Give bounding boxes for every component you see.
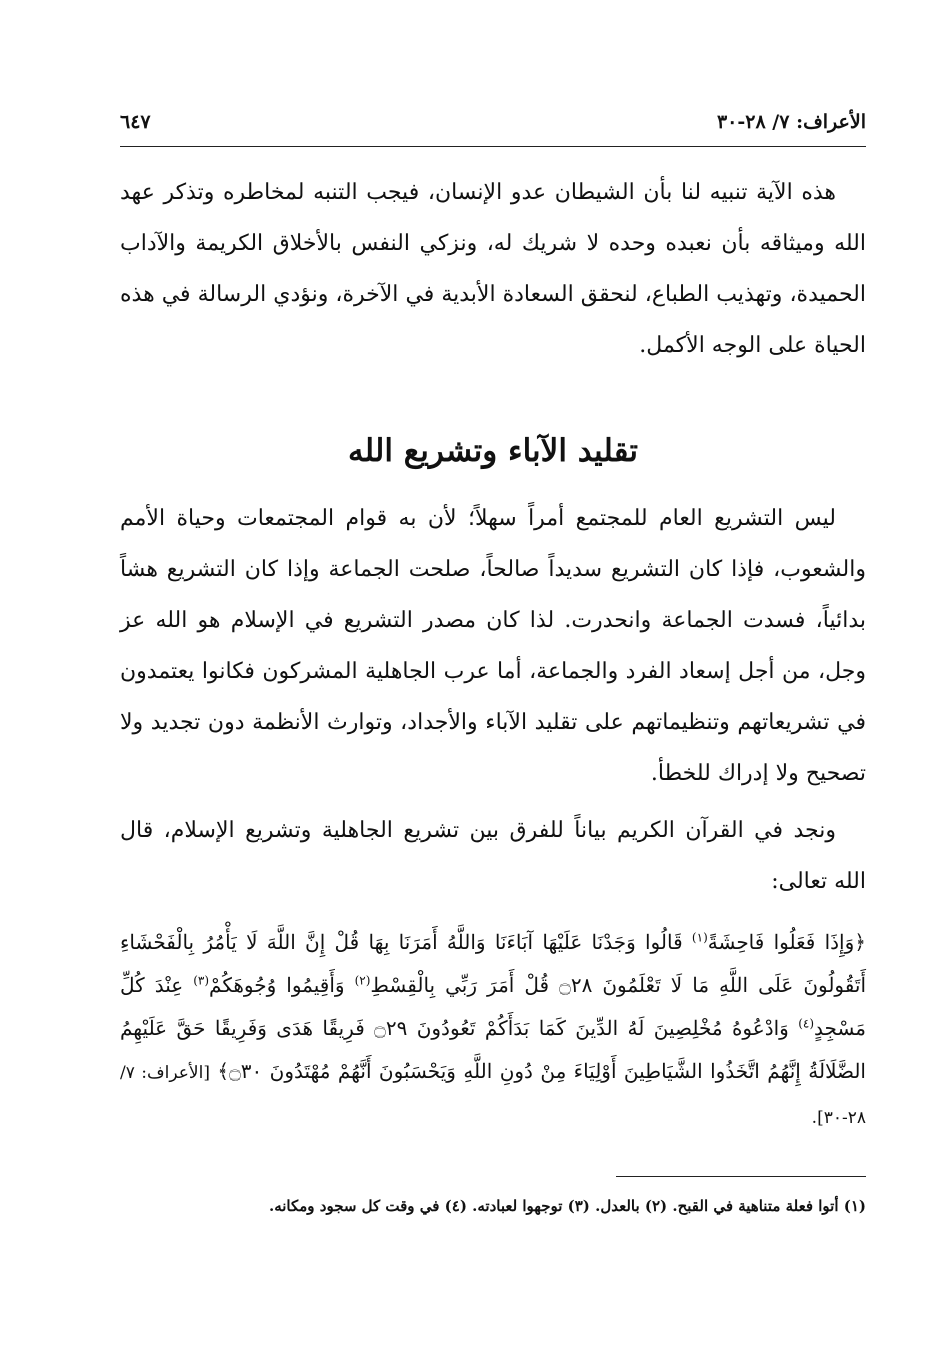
footnote-divider <box>616 1176 866 1177</box>
footnote-marker-1: (١) <box>691 930 708 945</box>
verse-segment-2: قَالُوا وَجَدْنَا عَلَيْهَا آبَاءَنَا وَاللَّهُ أَمَرَنَا بِهَا قُلْ إِنَّ اللَّهَ لَا يَأْمُرُ بِالْفَحْشَاءِ أَتَقُولُونَ عَلَى اللَّهِ مَا لَا تَعْلَمُونَ ۝٢٨ قُلْ أَمَرَ رَبِّي بِالْقِسْطِ <box>120 930 866 997</box>
footnotes: (١) أتوا فعلة متناهية في القبح. (٢) بالعدل. (٣) توجهوا لعبادته. (٤) في وقت كل سجود ومكانه. <box>268 1197 866 1215</box>
verse-reference: [الأعراف: ٧/ ٢٨-٣٠]. <box>120 1063 866 1128</box>
book-page <box>120 100 866 1234</box>
verse-segment-1: وَإِذَا فَعَلُوا فَاحِشَةً <box>707 930 855 954</box>
intro-paragraph: هذه الآية تنبيه لنا بأن الشيطان عدو الإنسان، فيجب التنبه لمخاطره وتذكر عهد الله وميثاقه بأن نعبده وحده لا شريك له، ونزكي النفس بالأخلاق الكريمة والآداب الحميدة، وتهذيب الطباع، لنحقق السعادة الأبدية في الآخرة، ونؤدي الرسالة في هذه الحياة على الوجه الأكمل. <box>120 180 866 358</box>
header-divider <box>120 146 866 147</box>
footnote-marker-3: (٣) <box>193 973 210 988</box>
verse-segment-5: وَادْعُوهُ مُخْلِصِينَ لَهُ الدِّينَ كَمَا بَدَأَكُمْ تَعُودُونَ ۝٢٩ فَرِيقًا هَدَى وَفَرِيقًا حَقَّ عَلَيْهِمُ الضَّلَالَةُ إِنَّهُمُ اتَّخَذُوا الشَّيَاطِينَ أَوْلِيَاءَ مِنْ دُونِ اللَّهِ وَيَحْسَبُونَ أَنَّهُمْ مُهْتَدُونَ ۝٣٠ <box>120 1016 866 1083</box>
chapter-reference: الأعراف: ٧/ ٢٨-٣٠ <box>716 111 866 133</box>
quran-verses <box>120 921 866 1140</box>
body-paragraph-1: ليس التشريع العام للمجتمع أمراً سهلاً؛ لأن به قوام المجتمعات وحياة الأمم والشعوب، فإذا كان التشريع سديداً صالحاً، صلحت الجماعة وإذا كان التشريع هشاً بدائياً، فسدت الجماعة وانحدرت. لذا كان مصدر التشريع في الإسلام هو الله عز وجل، من أجل إسعاد الفرد والجماعة، أما عرب الجاهلية المشركون فكانوا يعتمدون في تشريعاتهم وتنظيماتهم على تقليد الآباء والأجداد، وتوارث الأنظمة دون تجديد ولا تصحيح ولا إدراك للخطأ. <box>120 506 866 786</box>
verse-close-bracket: ﴾ <box>217 1059 230 1083</box>
footnote-marker-4: (٤) <box>798 1016 815 1031</box>
verse-segment-4: عِنْدَ كُلِّ مَسْجِدٍ <box>120 973 866 1040</box>
verse-open-bracket: ﴿ <box>854 930 866 954</box>
section-title: تقليد الآباء وتشريع الله <box>348 433 638 469</box>
footnote-marker-2: (٢) <box>354 973 371 988</box>
body-paragraph-2: ونجد في القرآن الكريم بياناً للفرق بين تشريع الجاهلية وتشريع الإسلام، قال الله تعالى: <box>120 818 866 894</box>
verse-segment-3: وَأَقِيمُوا وُجُوهَكُمْ <box>209 973 355 997</box>
page-number: ٦٤٧ <box>120 111 151 133</box>
running-header <box>120 100 866 144</box>
